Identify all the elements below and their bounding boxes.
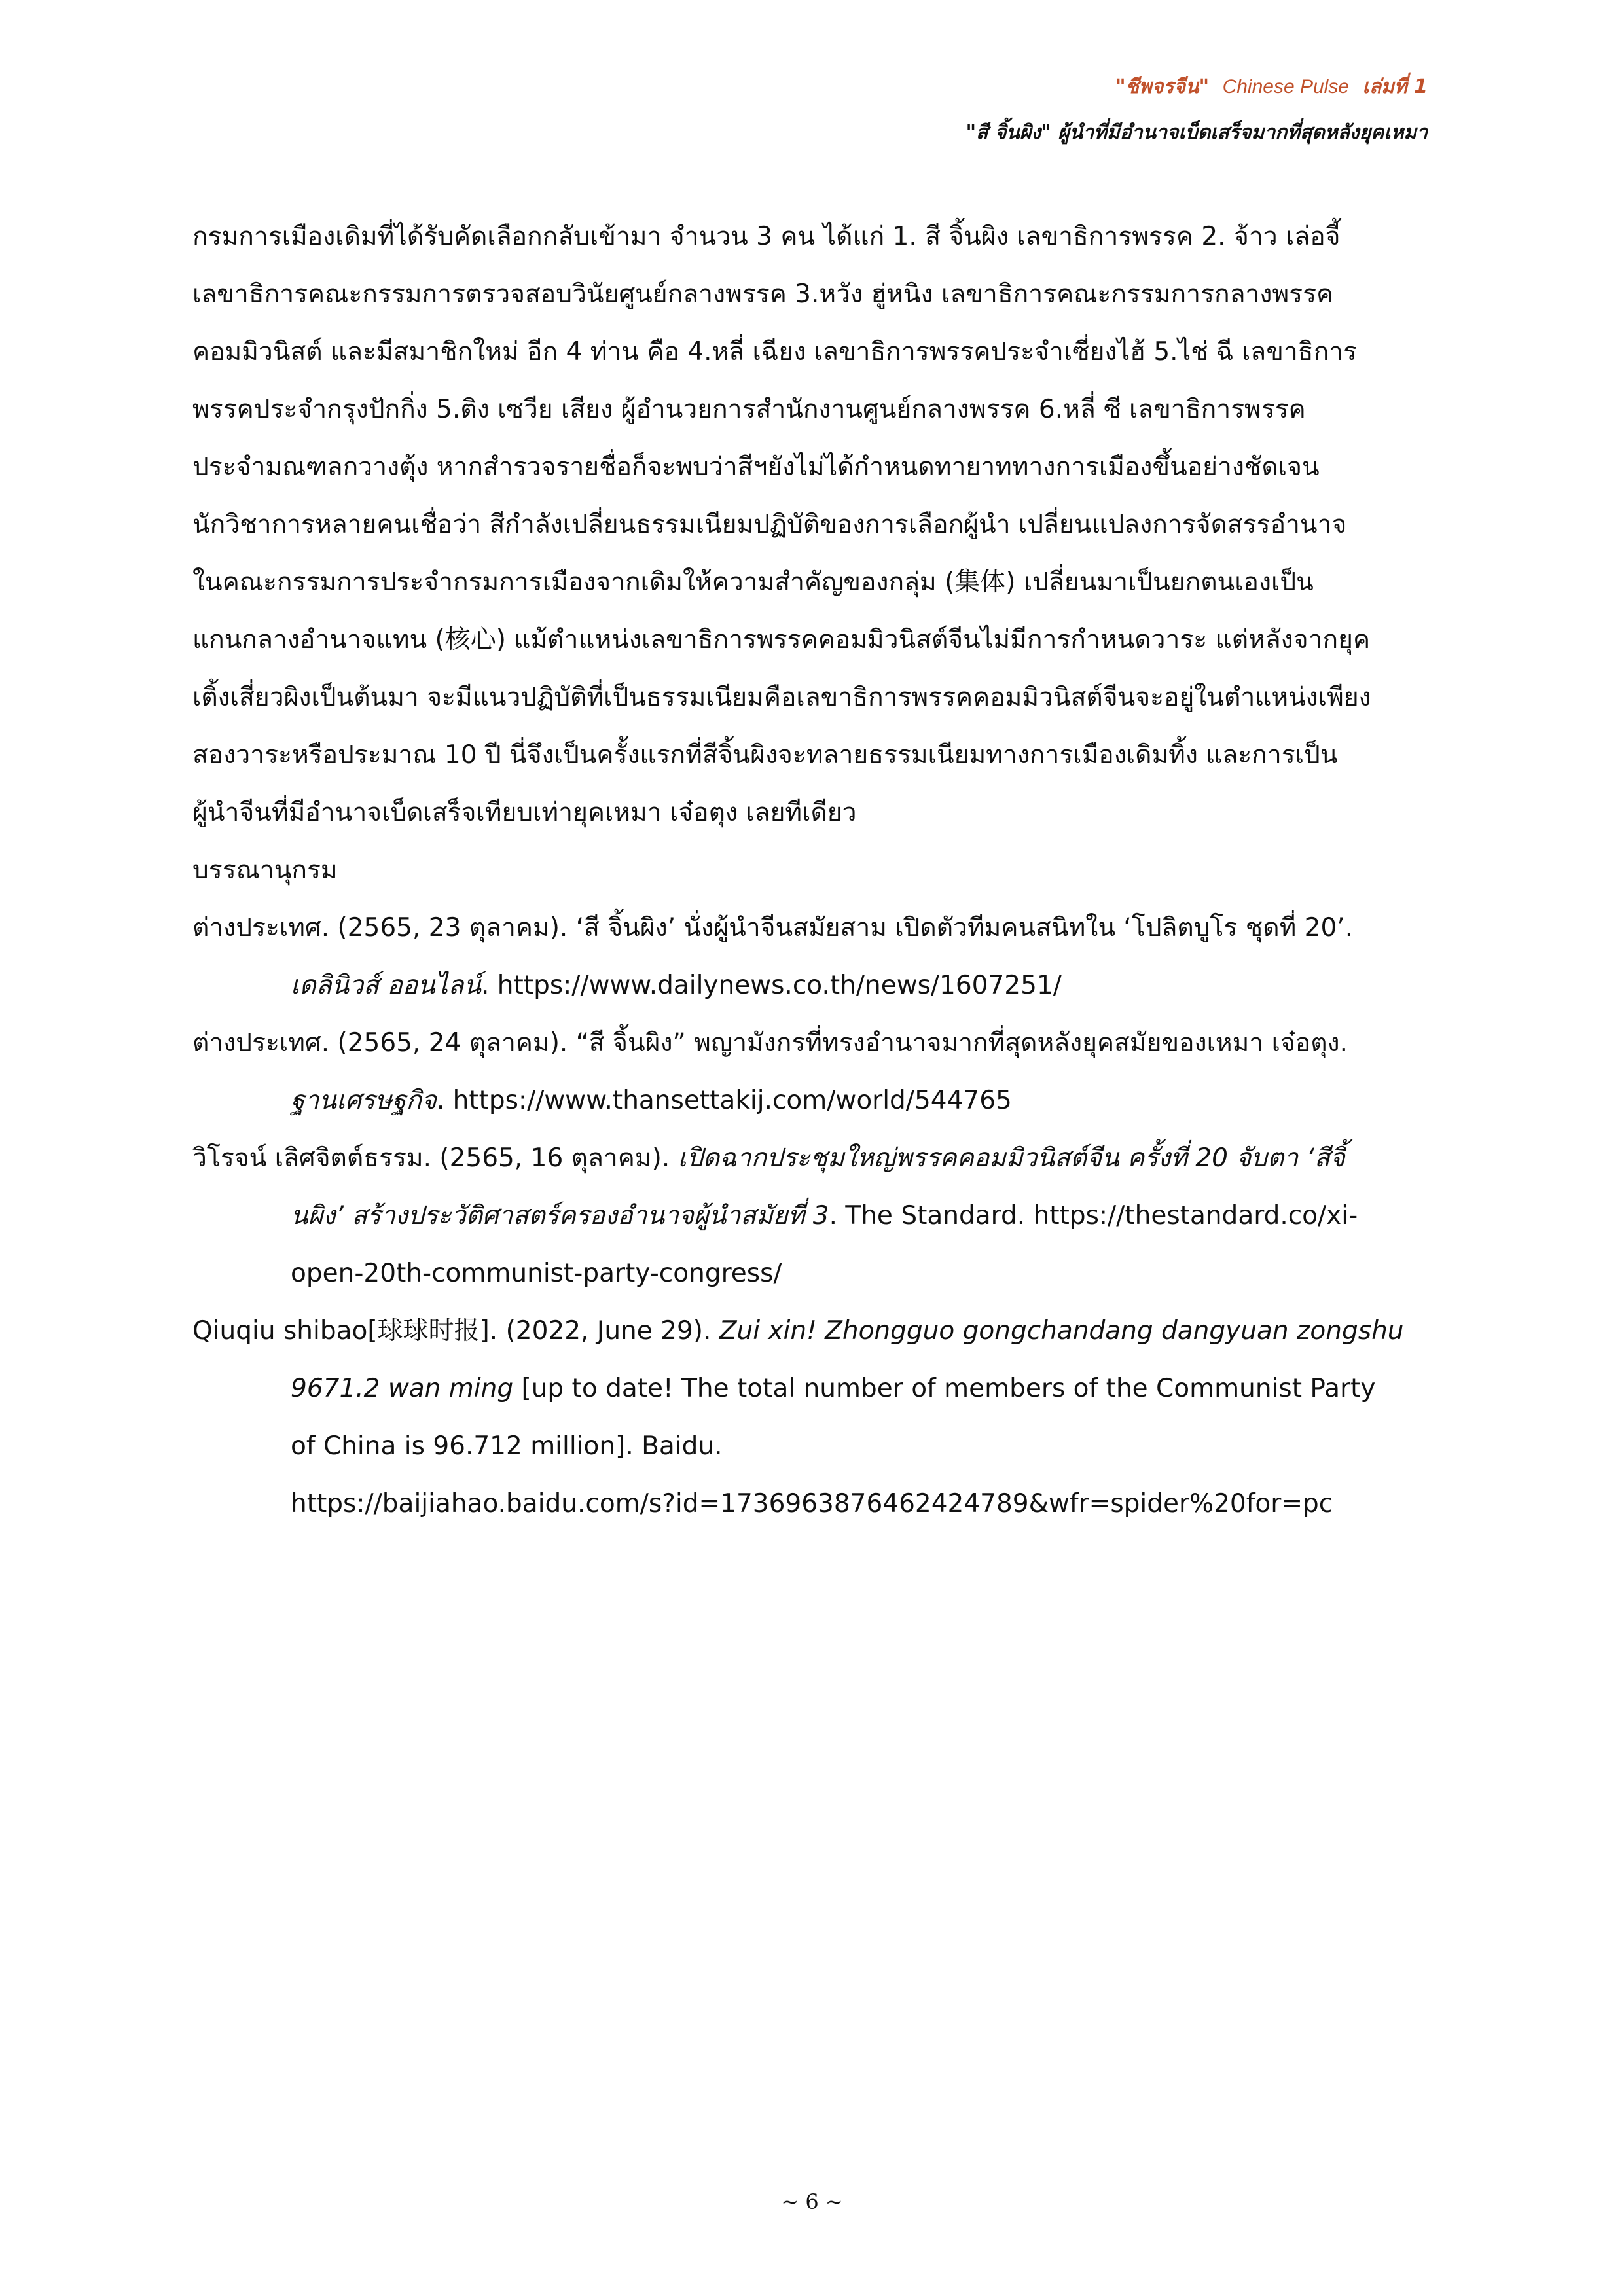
- reference-url-text: . The Standard. https://thestandard.co/xi-: [829, 1201, 1358, 1230]
- body-line: ในคณะกรรมการประจำกรมการเมืองจากเดิมให้ความสำคัญของกลุ่ม (集体) เปลี่ยนมาเป็นยกตนเองเป็น: [192, 567, 1314, 597]
- body-line: เติ้งเสี่ยวผิงเป็นต้นมา จะมีแนวปฏิบัติที่เป็นธรรมเนียมคือเลขาธิการพรรคคอมมิวนิสต์จีนจะอยู่ในตำแหน่งเพียง: [192, 683, 1371, 712]
- body-line: ประจำมณฑลกวางตุ้ง หากสำรวจรายชื่อก็จะพบว่าสีฯยังไม่ได้กำหนดทายาททางการเมืองขึ้นอย่างชัดเจน: [192, 452, 1320, 482]
- header-article-title: "สี จิ้นผิง" ผู้นำที่มีอำนาจเบ็ดเสร็จมากที่สุดหลังยุคเหมา: [965, 121, 1428, 144]
- article-body: [192, 208, 1432, 1533]
- journal-name-thai: "ชีพจรจีน": [1115, 75, 1210, 98]
- reference-translation: [up to date! The total number of members of the Communist Party: [513, 1374, 1376, 1403]
- reference-line: [192, 957, 1432, 1014]
- body-line: นักวิชาการหลายคนเชื่อว่า สีกำลังเปลี่ยนธรรมเนียมปฏิบัติของการเลือกผู้นำ เปลี่ยนแปลงการจัดสรรอำนาจ: [192, 510, 1347, 539]
- reference-line: [192, 1187, 1432, 1245]
- body-line: สองวาระหรือประมาณ 10 ปี นี่จึงเป็นครั้งแรกที่สีจิ้นผิงจะทลายธรรมเนียมทางการเมืองเดิมทิ้ง และการเป็น: [192, 740, 1338, 770]
- reference-line: [192, 1130, 1432, 1187]
- reference-url: https://baijiahao.baidu.com/s?id=1736963876462424789&wfr=spider%20for=pc: [291, 1489, 1333, 1518]
- reference-author-date: วิโรจน์ เลิศจิตต์ธรรม. (2565, 16 ตุลาคม).: [192, 1143, 678, 1173]
- body-line: แกนกลางอำนาจแทน (核心) แม้ตำแหน่งเลขาธิการพรรคคอมมิวนิสต์จีนไม่มีการกำหนดวาระ แต่หลังจากยุค: [192, 625, 1371, 655]
- reference-author-date: Qiuqiu shibao[球球时报]. (2022, June 29).: [192, 1316, 719, 1346]
- body-line: คอมมิวนิสต์ และมีสมาชิกใหม่ อีก 4 ท่าน คือ 4.หลี่ เฉียง เลขาธิการพรรคประจำเซี่ยงไฮ้ 5.ไช่ ฉี เลขาธิการ: [192, 337, 1358, 367]
- reference-url-text: . https://www.thansettakij.com/world/544765: [436, 1086, 1012, 1115]
- reference-source-title: ฐานเศรษฐกิจ: [291, 1086, 437, 1115]
- volume-label: เล่มที่ 1: [1362, 75, 1428, 98]
- reference-line: of China is 96.712 million]. Baidu.: [291, 1431, 723, 1461]
- bibliography-entry: [192, 1302, 1432, 1533]
- reference-line: [192, 1072, 1432, 1130]
- bibliography-entry: [192, 899, 1432, 1014]
- body-line: ผู้นำจีนที่มีอำนาจเบ็ดเสร็จเทียบเท่ายุคเหมา เจ๋อตุง เลยทีเดียว: [192, 798, 857, 827]
- bibliography-entry: [192, 1130, 1432, 1302]
- reference-source-title: เดลินิวส์ ออนไลน์: [291, 971, 481, 1000]
- reference-title: เปิดฉากประชุมใหญ่พรรคคอมมิวนิสต์จีน ครั้งที่ 20 จับตา ‘สีจิ้: [677, 1143, 1345, 1173]
- reference-line: open-20th-communist-party-congress/: [291, 1259, 782, 1288]
- running-header: [965, 72, 1428, 148]
- reference-line: [192, 1360, 1432, 1418]
- header-journal-line: [965, 72, 1428, 102]
- journal-name-english: Chinese Pulse: [1222, 76, 1350, 98]
- bibliography-heading: บรรณานุกรม: [192, 855, 338, 885]
- reference-url-text: . https://www.dailynews.co.th/news/1607251/: [481, 971, 1062, 1000]
- reference-title-continued: 9671.2 wan ming: [291, 1374, 514, 1403]
- reference-line: ต่างประเทศ. (2565, 23 ตุลาคม). ‘สี จิ้นผิง’ นั่งผู้นำจีนสมัยสาม เปิดตัวทีมคนสนิทใน ‘โปลิตบูโร ชุดที่ 20’.: [192, 913, 1354, 942]
- reference-title: Zui xin! Zhongguo gongchandang dangyuan zongshu: [719, 1316, 1404, 1346]
- body-line: พรรคประจำกรุงปักกิ่ง 5.ติง เซวีย เสียง ผู้อำนวยการสำนักงานศูนย์กลางพรรค 6.หลี่ ซี เลขาธิการพรรค: [192, 395, 1306, 424]
- reference-line: [192, 1302, 1432, 1360]
- reference-line: ต่างประเทศ. (2565, 24 ตุลาคม). “สี จิ้นผิง” พญามังกรที่ทรงอำนาจมากที่สุดหลังยุคสมัยของเหมา เจ๋อตุง.: [192, 1028, 1348, 1058]
- page-number: ~ 6 ~: [781, 2189, 843, 2214]
- body-line: เลขาธิการคณะกรรมการตรวจสอบวินัยศูนย์กลางพรรค 3.หวัง ฮู่หนิง เลขาธิการคณะกรรมการกลางพรรค: [192, 279, 1334, 309]
- bibliography-entry: [192, 1014, 1432, 1130]
- body-line: กรมการเมืองเดิมที่ได้รับคัดเลือกกลับเข้ามา จำนวน 3 คน ได้แก่ 1. สี จิ้นผิง เลขาธิการพรรค 2. จ้าว เล่อจี้: [192, 222, 1341, 251]
- reference-title-continued: นผิง’ สร้างประวัติศาสตร์ครองอำนาจผู้นำสมัยที่ 3: [291, 1201, 829, 1230]
